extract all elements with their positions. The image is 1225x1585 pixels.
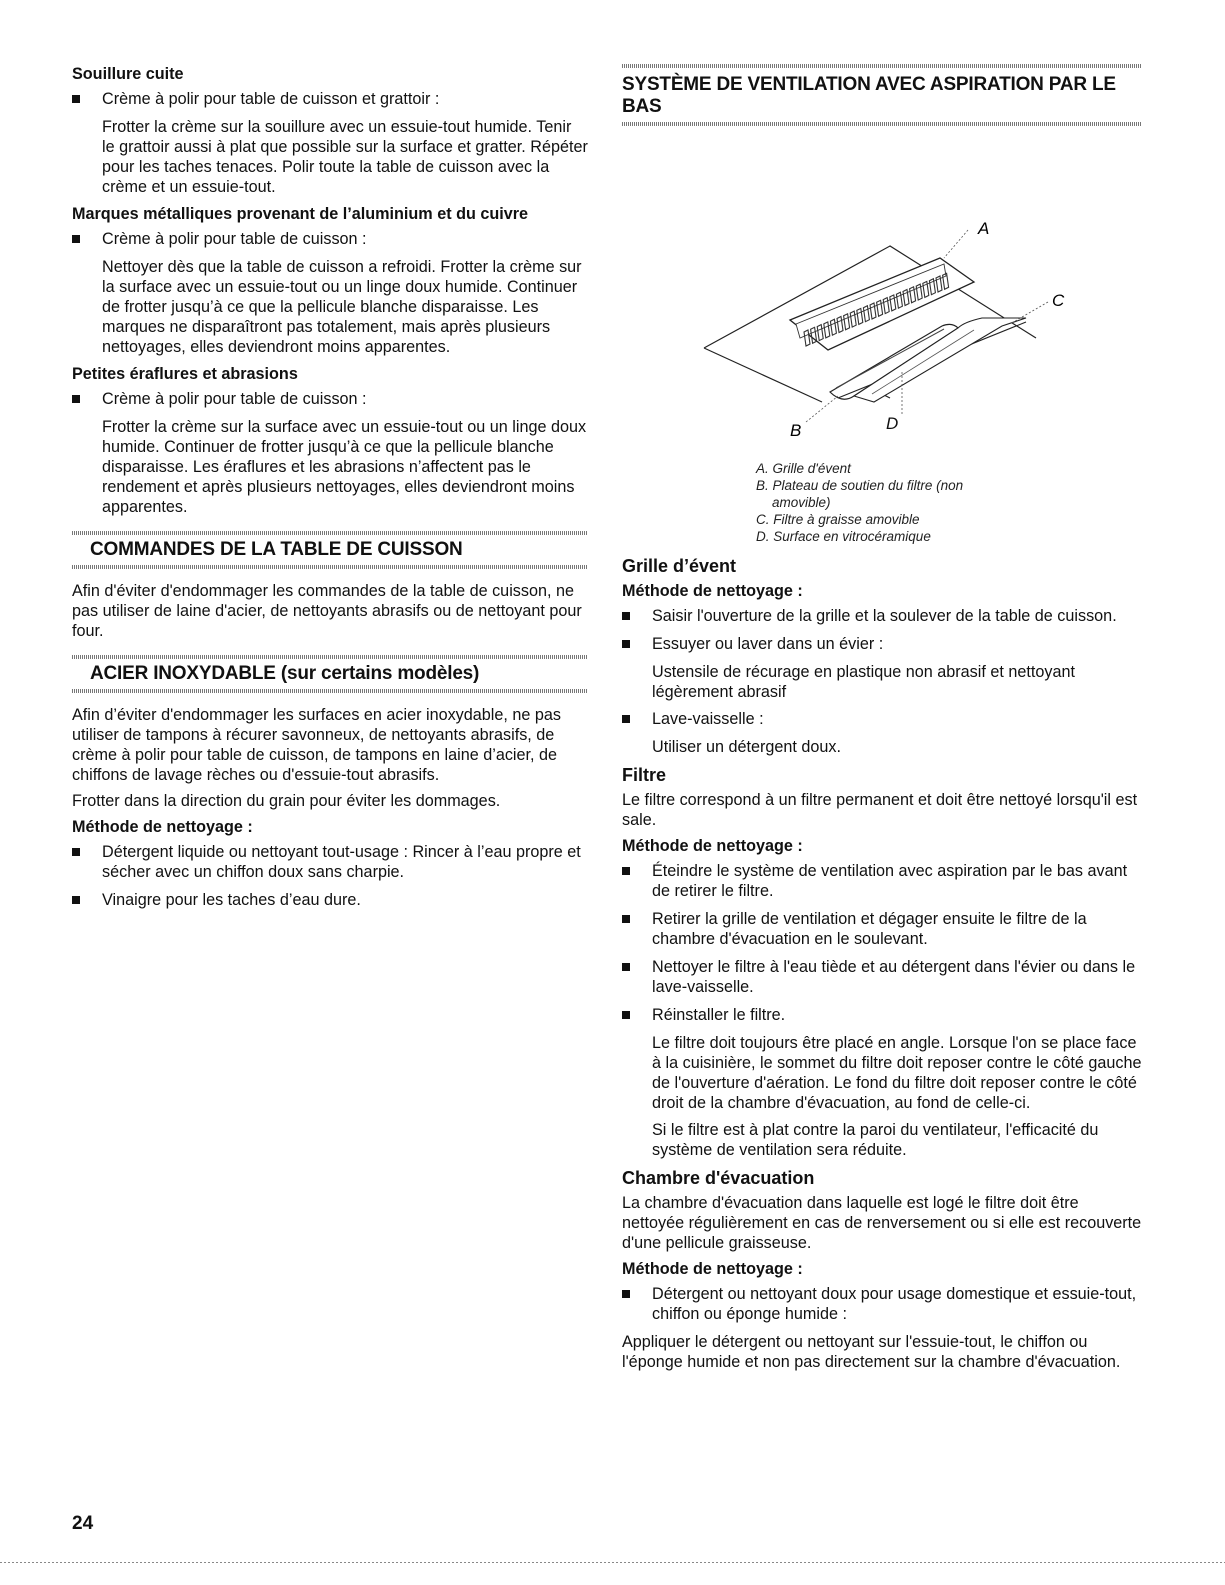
filtre-bullet-2: Retirer la grille de ventilation et dégager ensuite le filtre de la chambre d'évacuation en le soulevant. — [622, 909, 1142, 949]
acier-text-1: Afin d’éviter d'endommager les surfaces en acier inoxydable, ne pas utiliser de tampons à récurer savonneux, de nettoyants abrasifs, de crème à polir pour table de cuisson, de tampons en laine d’acier, de chiffons de lavage rèches ou d'essuie-tout abrasifs. — [72, 706, 561, 784]
acier-bullet-1: Détergent liquide ou nettoyant tout-usage : Rincer à l’eau propre et sécher avec un chiffon doux sans charpie. — [72, 842, 588, 882]
chambre-text: La chambre d'évacuation dans laquelle est logé le filtre doit être nettoyée régulièrement en cas de renversement ou si elle est recouverte d'une pellicule graisseuse. — [622, 1194, 1142, 1252]
chambre-heading: Chambre d'évacuation — [622, 1168, 815, 1188]
left-column — [72, 64, 588, 918]
legend-item-c: C. Filtre à graisse amovible — [756, 512, 920, 527]
acier-method: Méthode de nettoyage : — [72, 818, 253, 836]
leader-a — [944, 230, 968, 258]
grille-text-3: Utiliser un détergent doux. — [652, 738, 841, 756]
legend-item-b-cont: amovible) — [772, 495, 831, 510]
filtre-heading: Filtre — [622, 765, 667, 785]
souillure-heading: Souillure cuite — [72, 65, 184, 83]
label-b: B — [790, 421, 802, 440]
marques-text: Nettoyer dès que la table de cuisson a refroidi. Frotter la crème sur la surface avec un essuie-tout ou un linge doux humide. Continuer de frotter jusqu’à ce que la pellicule blanche disparaisse. Les marques ne disparaîtront pas totalement, mais après plusieurs nettoyages, elles deviendront moins apparentes. — [102, 258, 582, 356]
grille-method: Méthode de nettoyage : — [622, 582, 803, 600]
legend-item-d: D. Surface en vitrocéramique — [756, 529, 931, 544]
acier-heading-bar — [72, 655, 588, 693]
filtre-text: Le filtre correspond à un filtre permanent et doit être nettoyé lorsqu'il est sale. — [622, 791, 1138, 829]
figure-legend — [622, 460, 1142, 545]
cooktop-edge — [704, 348, 822, 402]
systeme-heading: SYSTÈME DE VENTILATION AVEC ASPIRATION PAR LE BAS — [622, 74, 1116, 117]
filtre-bullet-3: Nettoyer le filtre à l'eau tiède et au détergent dans l'évier ou dans le lave-vaisselle. — [622, 957, 1142, 997]
filtre-text-4a: Le filtre doit toujours être placé en angle. Lorsque l'on se place face à la cuisinière, le sommet du filtre doit reposer contre le côté gauche de l'ouverture d'aération. Le fond du filtre doit reposer contre le côté droit de la chambre d'évacuation, au fond de celle-ci. — [652, 1034, 1142, 1112]
legend-item-b: B. Plateau de soutien du filtre (non — [756, 478, 964, 493]
chambre-text-end: Appliquer le détergent ou nettoyant sur l'essuie-tout, le chiffon ou l'éponge humide et non pas directement sur la chambre d'évacuation. — [622, 1333, 1121, 1371]
acier-text-2: Frotter dans la direction du grain pour éviter les dommages. — [72, 792, 501, 810]
acier-bullet-2: Vinaigre pour les taches d’eau dure. — [72, 890, 588, 910]
filtre-method: Méthode de nettoyage : — [622, 837, 803, 855]
filtre-text-4b: Si le filtre est à plat contre la paroi du ventilateur, l'efficacité du système de ventilation sera réduite. — [652, 1121, 1099, 1159]
commandes-text: Afin d'éviter d'endommager les commandes de la table de cuisson, ne pas utiliser de laine d'acier, de nettoyants abrasifs ou de nettoyant pour four. — [72, 582, 582, 640]
grille-bullet-3: Lave-vaisselle : — [622, 709, 1142, 729]
acier-heading: ACIER INOXYDABLE (sur certains modèles) — [90, 663, 480, 684]
grille-text-2: Ustensile de récurage en plastique non abrasif et nettoyant légèrement abrasif — [652, 663, 1075, 701]
vent-diagram-svg — [622, 126, 1142, 440]
eraflures-heading: Petites éraflures et abrasions — [72, 365, 298, 383]
footer-rule — [0, 1562, 1225, 1563]
label-d: D — [886, 414, 899, 433]
marques-bullet: Crème à polir pour table de cuisson : — [72, 229, 588, 249]
grille-heading: Grille d’évent — [622, 556, 737, 576]
vent-diagram — [622, 126, 1142, 440]
grille-bullet-2: Essuyer ou laver dans un évier : — [622, 634, 1142, 654]
filtre-bullet-1: Éteindre le système de ventilation avec aspiration par le bas avant de retirer le filtre. — [622, 861, 1142, 901]
legend-item-a: A. Grille d'évent — [756, 461, 851, 476]
page-number: 24 — [72, 1513, 94, 1534]
eraflures-text: Frotter la crème sur la surface avec un essuie-tout ou un linge doux humide. Continuer de frotter jusqu’à ce que la pellicule blanche disparaisse. Les éraflures et les abrasions n’affectent pas le rendement et après plusieurs nettoyages, elles deviendront moins apparentes. — [102, 418, 587, 516]
souillure-text: Frotter la crème sur la souillure avec un essuie-tout humide. Tenir le grattoir aussi à plat que possible sur la surface et gratter. Répéter pour les taches tenaces. Polir toute la table de cuisson avec la crème et un essuie-tout. — [102, 118, 588, 196]
hatch-rule — [72, 565, 588, 569]
hatch-rule — [72, 689, 588, 693]
commandes-heading: COMMANDES DE LA TABLE DE CUISSON — [90, 539, 463, 560]
right-column — [622, 64, 1142, 1378]
commandes-heading-bar — [72, 531, 588, 569]
eraflures-bullet: Crème à polir pour table de cuisson : — [72, 389, 588, 409]
filtre-bullet-4: Réinstaller le filtre. — [622, 1005, 1142, 1025]
label-c: C — [1052, 291, 1065, 310]
marques-heading: Marques métalliques provenant de l’aluminium et du cuivre — [72, 205, 529, 223]
chambre-method: Méthode de nettoyage : — [622, 1260, 803, 1278]
label-a: A — [978, 219, 990, 238]
systeme-heading-bar — [622, 64, 1142, 126]
souillure-bullet: Crème à polir pour table de cuisson et grattoir : — [72, 89, 588, 109]
label-d-wrap — [622, 414, 1142, 460]
grille-bullet-1: Saisir l'ouverture de la grille et la soulever de la table de cuisson. — [622, 606, 1142, 626]
leader-c — [1010, 302, 1048, 324]
chambre-bullet-1: Détergent ou nettoyant doux pour usage domestique et essuie-tout, chiffon ou éponge humide : — [622, 1284, 1142, 1324]
